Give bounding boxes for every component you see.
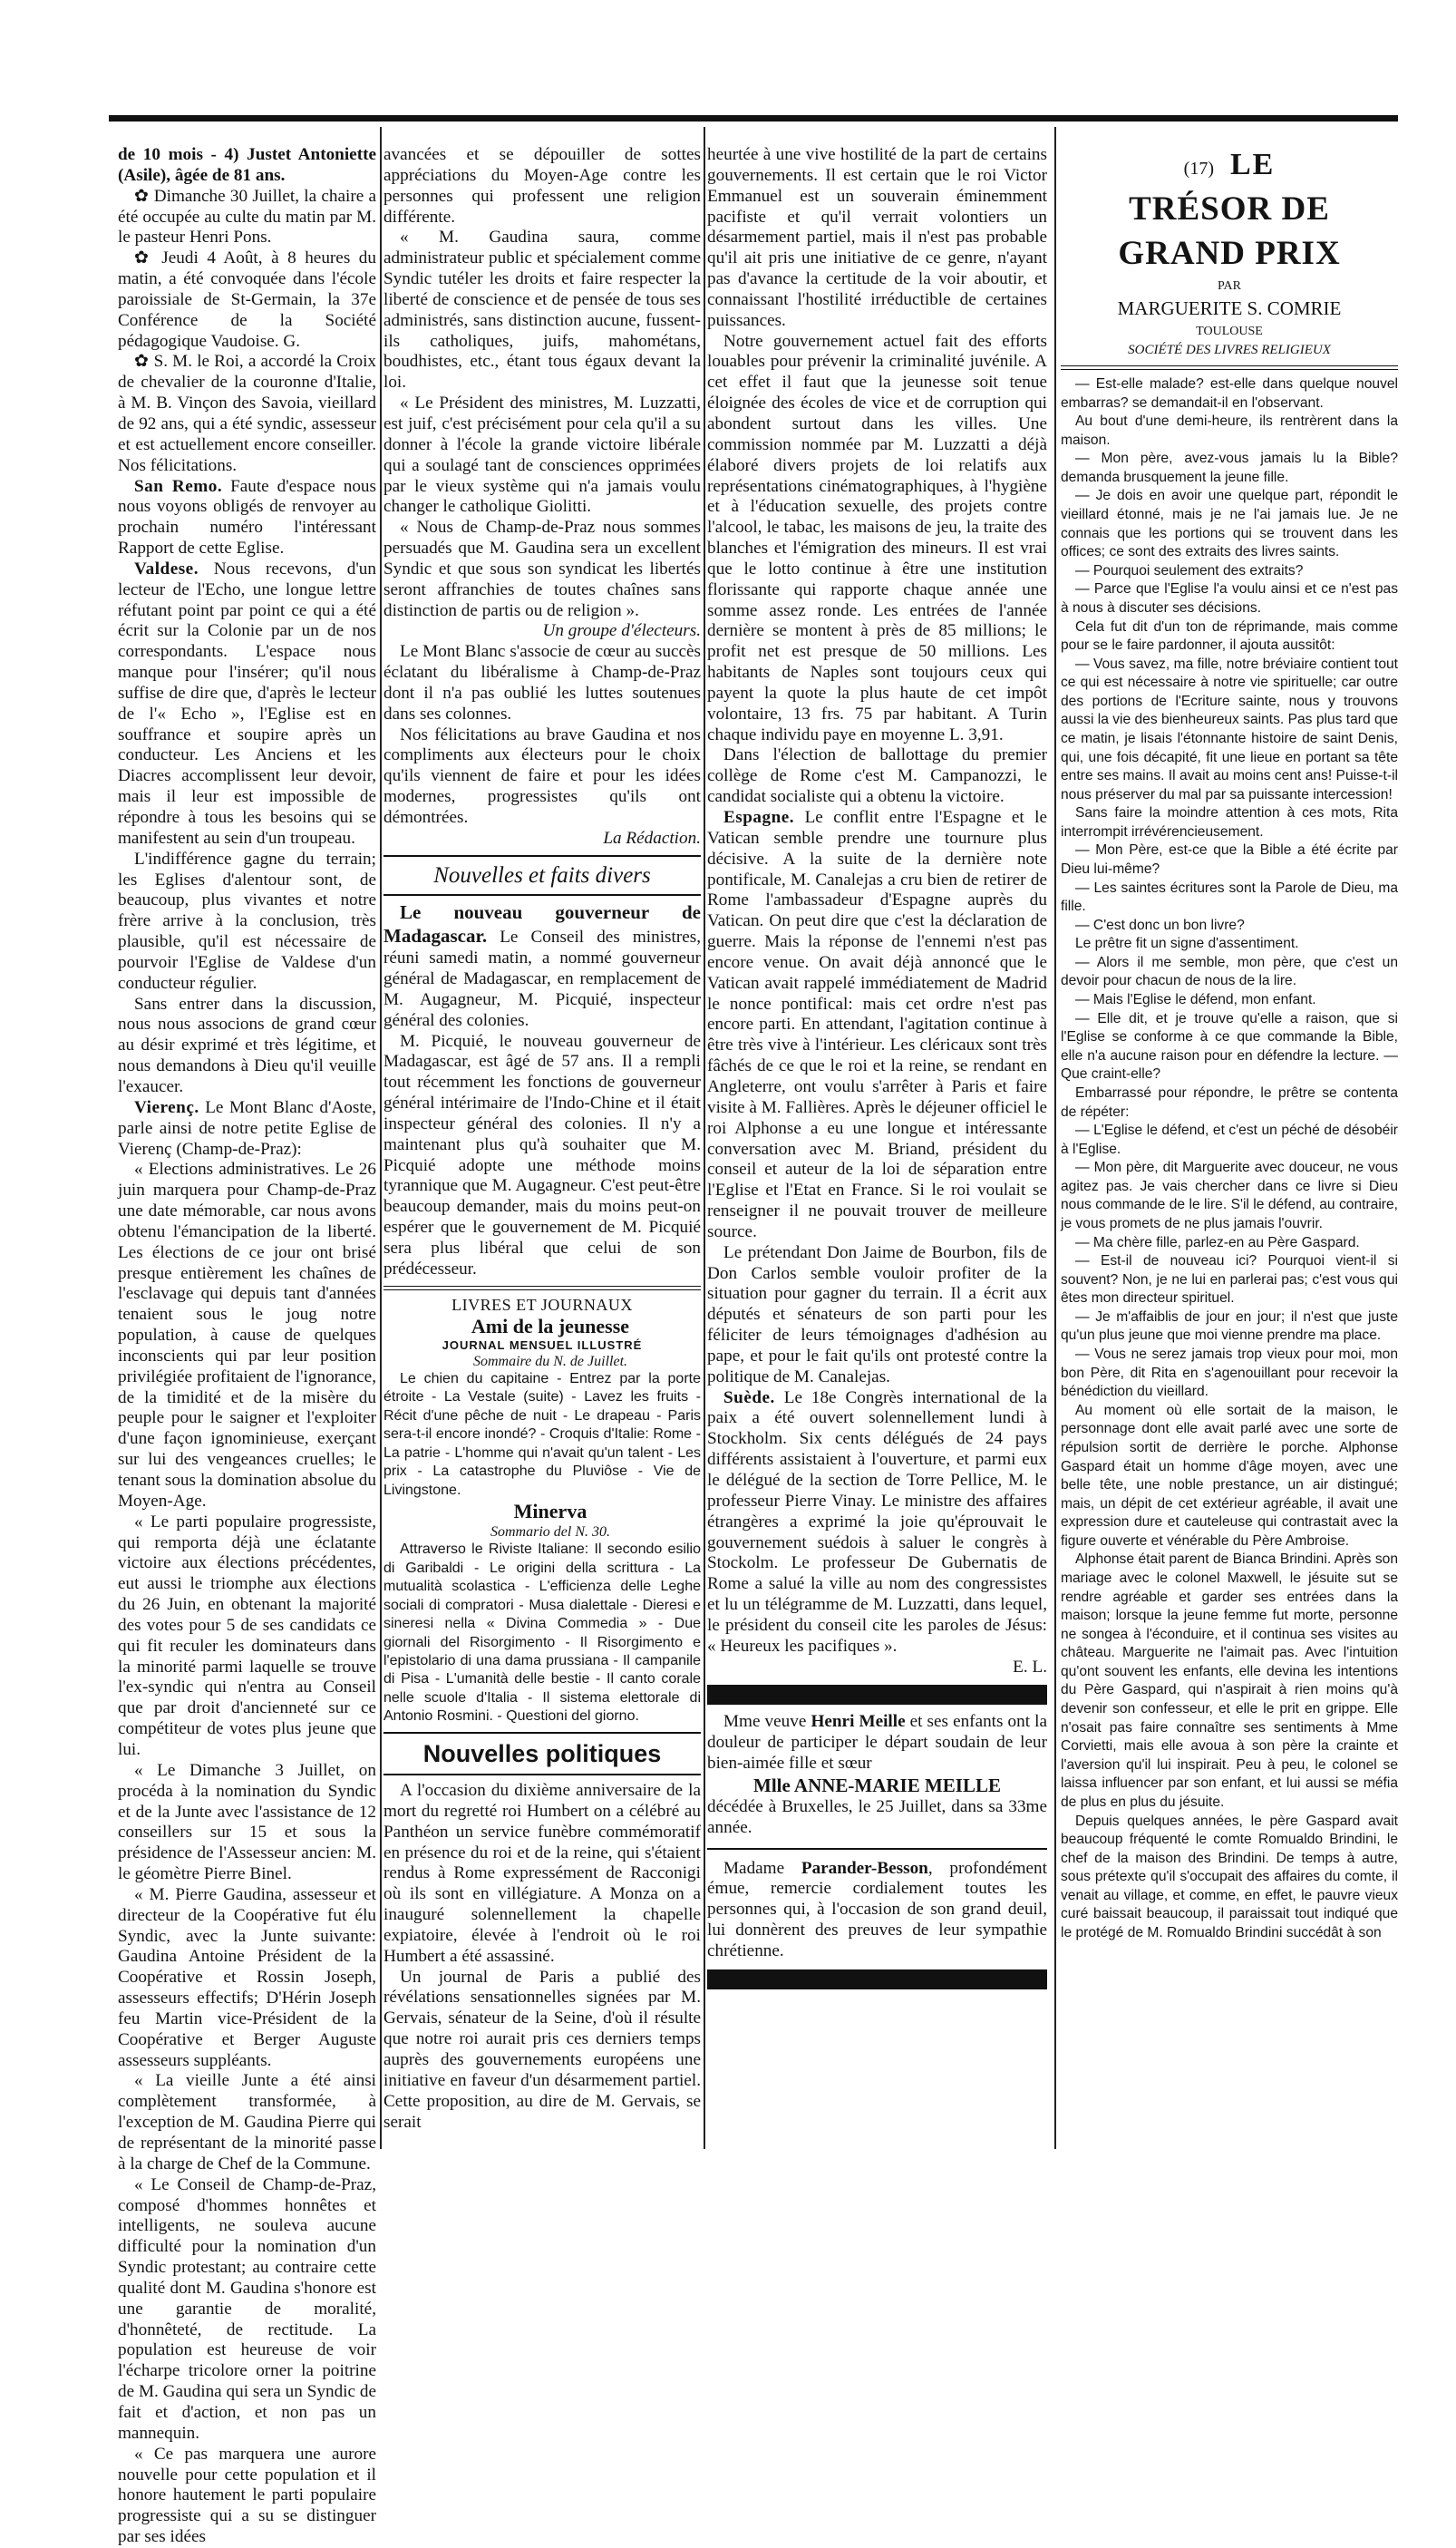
- feuilleton-paragraph: — Mon Père, est-ce que la Bible a été écrite par Dieu lui-même?: [1061, 842, 1398, 878]
- feuilleton-paragraph: — Je m'affaiblis de jour en jour; il n'est que juste qu'un plus jeune que moi vienne prendre ma place.: [1061, 1308, 1398, 1344]
- section-title: LIVRES ET JOURNAUX: [451, 1295, 633, 1314]
- divider: [383, 894, 701, 896]
- journal-contents: Attraverso le Riviste Italiane: Il secondo esilio di Garibaldi - Le origini della scrittura - La mutualità scolastica - L'efficienza delle Leghe sociali di compratori - Musa dialettale - Dieresi e sineresi nella « Divina Commedia » - Due giornali del Risorgimento - Il Risorgimento e l'epistolario di una dama prussiana - Il campanile di Pisa - L'umanità delle bestie - Il canto corale nelle scuole d'Italia - Il sistema elettorale di Antonio Rosmini. - Questioni del giorno.: [383, 1541, 701, 1725]
- feuilleton-paragraph: Alphonse était parent de Bianca Brindini. Après son mariage avec le colonel Maxwell, le jésuite sut se rendre agréable et garder ses entrées dans la maison; lorsque la jeune femme fut morte, personne ne songea à l'éconduire, et il continua ses visites au château. Marguerite ne l'aimait pas. Avec l'intuition qu'ont souvent les enfants, elle devina les intentions du Père Gaspard, qui n'aspirait à rien moins qu'à devenir son confesseur, et elle le prit en grippe. Elle n'osait pas faire connaître ses sentiments à Mme Corvietti, mais elle avoua à son père la crainte et l'aversion qu'il lui inspirait. Peu à peu, le colonel se laissa influencer par son enfant, et lui aussi se méfia de plus en plus du jésuite.: [1061, 1551, 1398, 1810]
- feuilleton-paragraph: — Ma chère fille, parlez-en au Père Gaspard.: [1075, 1234, 1360, 1250]
- paragraph: « La vieille Junte a été ainsi complètement transformée, à l'exception de M. Gaudina Pierre qui de représentant de la minorité passe à la charge de Chef de la Commune.: [118, 2071, 376, 2174]
- feuilleton-paragraph: — Alors il me semble, mon père, que c'est un devoir pour chacun de nous de la lire.: [1061, 954, 1398, 989]
- paragraph-text: Le Mont Blanc d'Aoste, parle ainsi de notre petite Eglise de Vierenç (Champ-de-Praz):: [118, 1097, 376, 1159]
- feuilleton-paragraph: Sans faire la moindre attention à ces mots, Rita interrompit irrévérencieusement.: [1061, 805, 1398, 840]
- section-title: Nouvelles et faits divers: [433, 862, 651, 888]
- feuilleton-paragraph: Depuis quelques années, le père Gaspard avait beaucoup fréquenté le comte Romualdo Brindini, le chef de la maison des Brindini. De temps à autre, sous prétexte qu'il s'occupait des affaires du comte, il venait au village, et comme, en effet, le pauvre vieux curé baissait beaucoup, il paraissait tout indiqué que le protégé de M. Romualdo Brindini succédât à son: [1061, 1813, 1398, 1940]
- feuilleton-paragraph: — Vous savez, ma fille, notre bréviaire contient tout ce qui est nécessaire à notre vie spirituelle; car outre des portions de l'Ecriture sainte, nous y trouvons aussi la vie des bienheureux saints. Pas plus tard que ce matin, je lisais l'étonnante histoire de saint Denis, qui, une fois décapité, fit une lieue en portant sa tête entre ses mains. Il avait au moins cent ans! Puisse-t-il nous préserver du mal par sa puissante intercession!: [1061, 656, 1398, 802]
- section-head: Valdese.: [134, 559, 199, 579]
- paragraph: « Le Conseil de Champ-de-Praz, composé d'hommes honnêtes et intelligents, ne souleva aucune difficulté pour la nomination d'un Syndic protestant; au contraire cette qualité dont M. Gaudina s'honore est une garantie de moralité, d'honnêteté, de rectitude. La population est heureuse de voir l'écharpe tricolore orner la poitrine de M. Gaudina qui sera un Syndic de fait et d'action, et non pas un mannequin.: [118, 2174, 376, 2443]
- notice-text: Mme veuve: [723, 1712, 811, 1732]
- feuilleton-paragraph: — L'Eglise le défend, et c'est un péché de désobéir à l'Eglise.: [1061, 1123, 1398, 1157]
- column-rule: [704, 127, 705, 2149]
- journal-contents: Le chien du capitaine - Entrez par la porte étroite - La Vestale (suite) - Lavez les fruits - Récit d'une pêche de nuit - Le drapeau - Paris sera-t-il encore inondé? - Croquis d'Italie: Rome - La patrie - L'homme qui n'avait qu'un talent - Les prix - La catastrophe du Pluviôse - Vie de Livingstone.: [383, 1370, 701, 1498]
- paragraph: A l'occasion du dixième anniversaire de la mort du regretté roi Humbert on a célébré au Panthéon un service funèbre commémoratif en présence du roi et de la reine, qui s'étaient rendus à Rome expressément de Racconigi où ils sont en villégiature. A Monza on a inauguré solennellement la chapelle expiatoire, élevée à l'endroit où le roi Humbert a été assassiné.: [383, 1781, 701, 1966]
- paragraph: Notre gouvernement actuel fait des efforts louables pour prévenir la criminalité juvénile. A cet effet il faut que la jeunesse soit tenue éloignée des écoles de vice et de corruption qui abondent surtout dans les villes. Une commission nommée par M. Luzzatti a déjà élaboré divers projets de loi relatifs aux représentations cinématographiques, à l'hygiène et à l'éducation sexuelle, des projets contre l'alcool, le tabac, les maisons de jeu, la traite des blanches et l'émigration des mineurs. Il est vrai que le lotto continue à être une institution florissante qui rapporte chaque année une somme assez ronde. Les entrées de l'année dernière se montent à près de 85 millions; le profit net est presque de 50 millions. Les habitants de Naples sont toujours ceux qui payent la quote la plus haute de cet impôt volontaire, 13 frs. 75 par habitant. A Turin chaque individu paye en moyenne L. 3,91.: [707, 331, 1047, 744]
- paragraph: avancées et se dépouiller de sottes appréciations du Moyen-Age contre les personnes qui professent une religion différente.: [383, 145, 701, 227]
- mourning-bar: [707, 1969, 1047, 1989]
- paragraph: Sans entrer dans la discussion, nous nous associons de grand cœur au désir exprimé et très légitime, et nous demandons à Dieu qu'il veuille l'exaucer.: [118, 994, 376, 1096]
- journal-summary-label: Sommaire du N. de Juillet.: [472, 1353, 628, 1369]
- feuilleton-body: [1061, 375, 1398, 1943]
- column-3: [707, 145, 1047, 2135]
- feuilleton-header: [1061, 145, 1398, 360]
- notice-name: Parander-Besson: [801, 1858, 928, 1878]
- paragraph: [383, 901, 701, 1031]
- feuilleton-author: MARGUERITE S. COMRIE: [1117, 297, 1342, 319]
- feuilleton-city: TOULOUSE: [1196, 324, 1263, 338]
- journal-summary-label: Sommario del N. 30.: [490, 1524, 610, 1541]
- feuilleton-header-line: [1061, 145, 1398, 186]
- paragraph: [118, 559, 376, 850]
- paragraph: ✿ Jeudi 4 Août, à 8 heures du matin, a été convoquée dans l'école paroissiale de St-Germain, la 37e Conférence de la Société pédagogique Vaudoise. G.: [118, 248, 376, 351]
- column-4-feuilleton: [1061, 145, 1398, 2135]
- paragraph: ✿ S. M. le Roi, a accordé la Croix de chevalier de la couronne d'Italie, à M. B. Vinçon des Savoia, vieillard de 92 ans, qui a été syndic, assesseur et est actuellement encore conseiller. Nos félicitations.: [118, 352, 376, 475]
- journal-title: Ami de la jeunesse: [471, 1315, 630, 1338]
- journal-title: Minerva: [513, 1499, 587, 1522]
- feuilleton-paragraph: — Elle dit, et je trouve qu'elle a raison, que si l'Eglise se conforme à ce que commande la Bible, elle n'a aucune raison pour en défendre la lecture. — Que craint-elle?: [1061, 1010, 1398, 1083]
- feuilleton-title: TRÉSOR DE GRAND PRIX: [1118, 190, 1341, 272]
- column-2: [383, 145, 701, 2135]
- section-head: Espagne.: [723, 808, 795, 827]
- paragraph: « Nous de Champ-de-Praz nous sommes persuadés que M. Gaudina sera un excellent Syndic et que sous son syndicat les libertés seront affranchies de toutes chaînes sans distinction de partis ou de religion ».: [383, 518, 701, 620]
- paragraph-text: Le Conseil des ministres, réuni samedi matin, a nommé gouverneur général de Madagascar, en remplacement de M. Augagneur, M. Picquié, inspecteur général des colonies.: [383, 928, 701, 1030]
- paragraph: « Elections administratives. Le 26 juin marquera pour Champ-de-Praz une date mémorable, car nous avons obtenu l'émancipation de la liberté. Les élections de ce jour ont brisé presque entièrement les chaînes de l'esclavage qui depuis tant d'années tenaient sous le joug notre population, à cause de quelques inconscients qui par leur position privilégiée profitaient de l'ignorance, de la timidité et de la misère du peuple pour le saigner et l'exploiter d'une façon ignominieuse, exerçant sur lui des vengeances cruelles; le tenant sous la domination absolue du Moyen-Age.: [118, 1160, 376, 1511]
- feuilleton-paragraph: — Parce que l'Eglise l'a voulu ainsi et ce n'est pas à nous à discuter ses décisions.: [1061, 581, 1398, 616]
- paragraph-text: Le 18e Congrès international de la paix a été ouvert solennellement lundi à Stockholm. Six cents délégués de 24 pays différents assistaient à l'ouverture, et parmi eux le délégué de la section de Torre Pellice, M. le professeur Pierre Vinay. Le ministre des affaires étrangères a exprimé la joie qu'éprouvait le gouvernement suédois à saluer le congrès à Stockolm. Le professeur De Gubernatis de Rome a salué la ville au nom des congressistes et lu un télégramme de M. Luzzatti, dans lequel, le président du conseil cite les paroles de Jésus: « Heureux les pacifiques ».: [707, 1387, 1047, 1656]
- feuilleton-paragraph: Embarrassé pour répondre, le prêtre se contenta de répéter:: [1061, 1084, 1398, 1120]
- column-rule: [380, 127, 382, 2149]
- paragraph: Nos félicitations au brave Gaudina et nos compliments aux électeurs pour le choix qu'ils viennent de faire et pour les idées modernes, progressistes qu'ils ont démontrées.: [383, 725, 701, 827]
- feuilleton-paragraph: Cela fut dit d'un ton de réprimande, mais comme pour se le faire pardonner, il ajouta aussitôt:: [1061, 618, 1398, 654]
- feuilleton-par: PAR: [1218, 278, 1241, 293]
- section-head: San Remo.: [134, 476, 223, 496]
- divider: [383, 1286, 701, 1290]
- feuilleton-le: LE: [1229, 148, 1276, 181]
- feuilleton-paragraph: — Mon père, avez-vous jamais lu la Bible? demanda brusquement la jeune fille.: [1061, 451, 1398, 485]
- paragraph: « Le Président des ministres, M. Luzzatti, est juif, c'est précisément pour cela qu'il a su donner à l'école la grande victoire libérale qui a soulagé tant de consciences opprimées par le vieux système qui n'a jamais voulu changer le catholique Giolitti.: [383, 394, 701, 517]
- paragraph: [707, 1388, 1047, 1658]
- paragraph: L'indifférence gagne du terrain; les Eglises d'alentour sont, de beaucoup, plus vivantes et notre frère arrive à la conclusion, très plausible, qu'il est nécessaire de pourvoir l'Eglise de Valdese d'un conducteur régulier.: [118, 849, 376, 993]
- feuilleton-paragraph: — Mais l'Eglise le défend, mon enfant.: [1075, 992, 1316, 1008]
- divider: [383, 855, 701, 857]
- signature: Un groupe d'électeurs.: [542, 621, 701, 641]
- article-head: Le nouveau gouverneur de Madagascar.: [383, 901, 701, 948]
- notice-text: , profondément émue, remercie cordialement toutes les personnes qui, à l'occasion de son grand deuil, lui donnèrent des preuves de leur sympathie chrétienne.: [707, 1858, 1047, 1961]
- feuilleton-paragraph: — Je dois en avoir une quelque part, répondit le vieillard étonné, mais je ne l'ai jamais lue. Je ne connais que les portions qui se trouvent dans les offices; ce sont des extraits des livres saints.: [1061, 488, 1398, 560]
- paragraph: Le prétendant Don Jaime de Bourbon, fils de Don Carlos semble vouloir profiter de la situation pour gagner du terrain. Il a écrit aux députés et sénateurs de son parti pour les féliciter de leurs témoignages d'adhésion au pape, et pour le fait qu'ils ont protesté contre la politique de M. Canalejas.: [707, 1242, 1047, 1386]
- paragraph: Dans l'élection de ballottage du premier collège de Rome c'est M. Campanozzi, le candidat socialiste qui a obtenu la victoire.: [707, 745, 1047, 807]
- top-rule: [109, 115, 1398, 122]
- paragraph: Un journal de Paris a publié des révélations sensationnelles signées par M. Gervais, sénateur de la Seine, d'où il résulte que notre roi aurait pris ces derniers temps auprès des gouvernements européens une initiative en faveur d'un désarmement partiel. Cette proposition, au dire de M. Gervais, se serait: [383, 1967, 701, 2132]
- paragraph-text: Faute d'espace nous nous voyons obligés de renvoyer au prochain numéro l'intéressant Rapport de cette Eglise.: [118, 476, 376, 559]
- paragraph-text: Le conflit entre l'Espagne et le Vatican semble prendre une tournure plus décisive. A la suite de la dernière note pontificale, M. Canalejas a cru bien de retirer de Rome l'ambassadeur d'Espagne auprès du Vatican. On peut dire que c'est la déclaration de guerre. Mais la réponse de l'ennemi n'est pas encore venue. On avait déjà annoncé que le Vatican avait rappelé immédiatement de Madrid le nonce pontifical: mais cet ordre n'est pas encore parti. En attendant, l'agitation continue à être très vive à l'intérieur. Les cléricaux sont très fâchés de ce que le roi et la reine, se rendant en Angleterre, ont voulu s'arrêter à Paris et faire visite à M. Fallières. Après le déjeuner officiel le roi Alphonse a eu une longue et intéressante conversation avec M. Briand, président du conseil et auteur de la loi de séparation entre l'Eglise et l'Etat en France. Si le roi voulait se renseigner il ne pouvait trouver de meilleure source.: [707, 808, 1047, 1241]
- notice-name: Henri Meille: [811, 1712, 906, 1732]
- divider: [383, 1774, 701, 1775]
- feuilleton-paragraph: Au moment où elle sortait de la maison, le personnage dont elle avait parlé avec une sorte de répulsion sortit de derrière le porche. Alphonse Gaspard était un homme d'âge moyen, avec une belle tête, une noble prestance, un air distingué; mais, un dépit de cet extérieur agréable, il avait une expression dure et cauteleuse qui contrastait avec la figure ouverte et vénérable du Père Ambroise.: [1061, 1402, 1398, 1549]
- paragraph: de 10 mois - 4) Justet Antoniette (Asile), âgée de 81 ans.: [118, 145, 376, 185]
- paragraph: [118, 1098, 376, 1161]
- notice-text: et ses enfants ont la douleur de participer le départ soudain de leur bien-aimée fille et sœur: [707, 1712, 1047, 1774]
- paragraph: [118, 477, 376, 559]
- paragraph: « Le parti populaire progressiste, qui remporta déjà une éclatante victoire aux élections précédentes, eut aussi le triomphe aux élections du 26 Juin, en obtenant la majorité des votes pour 5 de ses candidats ce qui fit reculer les dominateurs dans la minorité parmi laquelle se trouve l'ex-syndic qui n'entra au Conseil que par droit d'ancienneté sur ce compétiteur de votes plus jeune que lui.: [118, 1512, 376, 1759]
- paragraph: « Le Dimanche 3 Juillet, on procéda à la nomination du Syndic et de la Junte avec l'assistance de 12 conseillers sur 15 et sous la présidence de l'Assesseur ancien: M. le géomètre Pierre Binel.: [118, 1760, 376, 1884]
- notice-paragraph: décédée à Bruxelles, le 25 Juillet, dans sa 33me année.: [707, 1796, 1047, 1837]
- section-head: Suède.: [723, 1387, 775, 1407]
- column-1: [118, 145, 376, 2547]
- paragraph: M. Picquié, le nouveau gouverneur de Madagascar, est âgé de 57 ans. Il a rempli tout récemment les fonctions de gouverneur général intérimaire de l'Indo-Chine et il était inspecteur général des colonies. Il n'y a maintenant plus qu'à souhaiter que M. Picquié adopte une méthode moins tyrannique que M. Augagneur. C'est peut-être beaucoup demander, mais du moins peut-on espérer que le gouvernement de M. Picquié sera plus libéral que celui de son prédécesseur.: [383, 1031, 701, 1279]
- notice-paragraph: [707, 1859, 1047, 1962]
- notice-paragraph: [707, 1712, 1047, 1775]
- column-rule: [1054, 127, 1056, 2149]
- paragraph: « Ce pas marquera une aurore nouvelle pour cette population et il honore hautement le parti populaire progressiste qui a su se distinguer par ses idées: [118, 2444, 376, 2547]
- notice-text: Madame: [723, 1858, 801, 1878]
- paragraph: ✿ Dimanche 30 Juillet, la chaire a été occupée au culte du matin par M. le pasteur Henri Pons.: [118, 186, 376, 248]
- feuilleton-paragraph: — Vous ne serez jamais trop vieux pour moi, mon bon Père, dit Rita en s'agenouillant pour recevoir la bénédiction du vieillard.: [1061, 1347, 1398, 1400]
- feuilleton-paragraph: Au bout d'une demi-heure, ils rentrèrent dans la maison.: [1061, 413, 1398, 448]
- feuilleton-paragraph: — Est-il de nouveau ici? Pourquoi vient-il si souvent? Non, je ne lui en parlerai pas; c'est vous qui êtes mon directeur spirituel.: [1061, 1253, 1398, 1307]
- feuilleton-paragraph: Le prêtre fit un signe d'assentiment.: [1075, 936, 1299, 952]
- notice-deceased: Mlle ANNE-MARIE MEILLE: [753, 1774, 1001, 1796]
- paragraph: heurtée à une vive hostilité de la part de certains gouvernements. Il est certain que le roi Victor Emmanuel est un souverain éminemment pacifiste et qu'il verrait volontiers un désarmement partiel, mais il n'est pas probable qu'il ait pris une initiative de ce genre, n'ayant pas d'avance la certitude de la voir aboutir, et connaissant l'hostilité irréductible de certaines puissances.: [707, 145, 1047, 330]
- divider: [1061, 365, 1398, 370]
- feuilleton-paragraph: — Pourquoi seulement des extraits?: [1075, 562, 1304, 579]
- feuilleton-paragraph: — Mon père, dit Marguerite avec douceur, ne vous agitez pas. Je vais chercher dans ce livre si Dieu nous commande de le lire. S'il le défend, au contraire, je vous promets de ne plus jamais l'ouvrir.: [1061, 1160, 1398, 1231]
- signature: La Rédaction.: [603, 828, 701, 848]
- paragraph: [707, 808, 1047, 1243]
- divider: [383, 1732, 701, 1734]
- episode-number: (17): [1183, 159, 1214, 179]
- mourning-bar: [707, 1685, 1047, 1705]
- paragraph-text: Nous recevons, d'un lecteur de l'Echo, une longue lettre réfutant point par point ce qui a été écrit sur la Colonie par un de nos correspondants. L'espace nous manque pour l'insérer; qu'il nous suffise de dire que, d'après le lecteur de l'« Echo », l'Eglise est en souffrance et soupire après un conducteur. Les Anciens et les Diacres accomplissent leur devoir, mais il leur est impossible de répondre à tous les besoins qui se manifestent au sein d'un troupeau.: [118, 559, 376, 848]
- paragraph: « M. Gaudina saura, comme administrateur public et spécialement comme Syndic tutéler les droits et faire respecter la liberté de conscience et de pensée de tous ses administrés, sans distinction aucune, fussent-ils catholiques, juifs, mahométans, boudhistes, etc., étant tous égaux devant la loi.: [383, 228, 701, 393]
- paragraph: « M. Pierre Gaudina, assesseur et directeur de la Coopérative fut élu Syndic, avec la Junte suivante: Gaudina Antoine Président de la Coopérative et Rossin Joseph, assesseurs effectifs; D'Hérin Joseph feu Martin vice-Président de la Coopérative et Berger Auguste assesseurs suppléants.: [118, 1884, 376, 2070]
- section-head: Vierenç.: [134, 1097, 199, 1117]
- paragraph: Le Mont Blanc s'associe de cœur au succès éclatant du libéralisme à Champ-de-Praz dont il n'a pas oublié les luttes soutenues dans ses colonnes.: [383, 642, 701, 724]
- feuilleton-paragraph: — Est-elle malade? est-elle dans quelque nouvel embarras? se demandait-il en l'observant.: [1061, 375, 1398, 411]
- signature: E. L.: [1013, 1657, 1047, 1677]
- feuilleton-paragraph: — C'est donc un bon livre?: [1075, 917, 1245, 933]
- feuilleton-paragraph: — Les saintes écritures sont la Parole de Dieu, ma fille.: [1061, 880, 1398, 915]
- journal-subtitle: JOURNAL MENSUEL ILLUSTRÉ: [442, 1338, 643, 1353]
- feuilleton-publisher: SOCIÉTÉ DES LIVRES RELIGIEUX: [1128, 343, 1331, 358]
- divider: [707, 1848, 1047, 1850]
- section-title: Nouvelles politiques: [422, 1739, 662, 1767]
